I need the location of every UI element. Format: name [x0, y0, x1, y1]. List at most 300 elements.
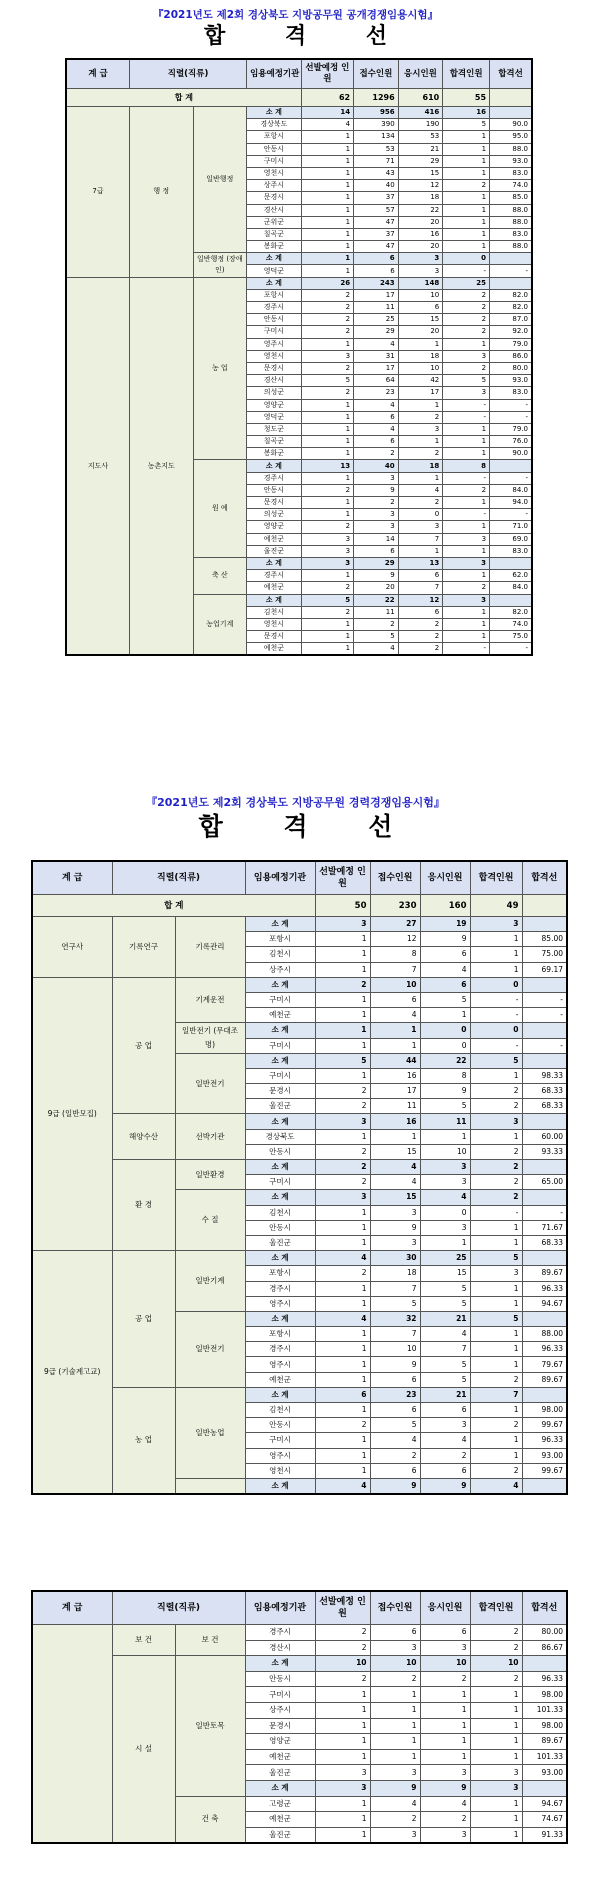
- agency-cell: 영양군: [247, 399, 302, 411]
- cutoff-cell: 74.0: [490, 180, 532, 192]
- agency-cell: 안동시: [247, 314, 302, 326]
- passed-cell: 1: [443, 155, 490, 167]
- attended-cell: 18: [398, 192, 443, 204]
- cutoff-cell: 98.00: [522, 1687, 567, 1703]
- applied-cell: 53: [354, 143, 399, 155]
- total-applied: 230: [370, 895, 420, 917]
- subtotal-row: [32, 917, 567, 932]
- subtitle: 『2021년도 제2회 경상북도 지방공무원 공개경쟁임용시험』: [152, 9, 439, 21]
- planned-cell: 1: [301, 436, 353, 448]
- attended-cell: 2: [398, 618, 443, 630]
- passed-cell: -: [443, 399, 490, 411]
- applied-cell: 4: [370, 1796, 420, 1812]
- planned-cell: 1: [315, 1129, 370, 1144]
- cutoff-cell: [522, 1114, 567, 1129]
- cutoff-cell: 94.67: [522, 1296, 567, 1311]
- cutoff-cell: 75.00: [522, 947, 567, 962]
- cutoff-cell: 85.0: [490, 192, 532, 204]
- agency-cell: 김천시: [245, 1403, 315, 1418]
- applied-cell: 2: [354, 448, 399, 460]
- applied-cell: 18: [370, 1266, 420, 1281]
- header-cell: 선발예정 인 원: [315, 1591, 370, 1625]
- attended-cell: 1: [420, 1129, 470, 1144]
- agency-cell: 의성군: [247, 509, 302, 521]
- cutoff-cell: [490, 277, 532, 289]
- attended-cell: 4: [398, 484, 443, 496]
- applied-cell: 31: [354, 350, 399, 362]
- applied-cell: 3: [354, 521, 399, 533]
- applied-cell: 9: [370, 1220, 420, 1235]
- group-cell: 지도사: [66, 277, 130, 655]
- passed-cell: 3: [443, 557, 490, 569]
- subtotal-row: [32, 1251, 567, 1266]
- attended-cell: 0: [420, 1023, 470, 1038]
- attended-cell: 2: [398, 448, 443, 460]
- planned-cell: 1: [315, 1749, 370, 1765]
- passed-cell: 1: [443, 167, 490, 179]
- applied-cell: 11: [370, 1099, 420, 1114]
- group-cell: 행 정: [130, 107, 194, 278]
- planned-cell: 1: [301, 192, 353, 204]
- planned-cell: 1: [301, 143, 353, 155]
- applied-cell: 4: [370, 1008, 420, 1023]
- agency-cell: 문경시: [247, 497, 302, 509]
- cutoff-cell: 88.0: [490, 216, 532, 228]
- planned-cell: 1: [301, 570, 353, 582]
- passed-cell: 3: [443, 533, 490, 545]
- agency-cell: 영덕군: [247, 411, 302, 423]
- applied-cell: 43: [354, 167, 399, 179]
- agency-cell: 경주시: [247, 302, 302, 314]
- attended-cell: 6: [398, 570, 443, 582]
- attended-cell: 3: [420, 1160, 470, 1175]
- page-title: 합 격 선: [203, 24, 414, 49]
- attended-cell: 20: [398, 326, 443, 338]
- agency-cell: 군위군: [247, 216, 302, 228]
- cutoff-cell: 89.67: [522, 1734, 567, 1750]
- planned-cell: 1: [301, 180, 353, 192]
- header-cell: 임용예정기관: [245, 861, 315, 895]
- planned-cell: 1: [315, 1403, 370, 1418]
- passed-cell: 2: [443, 289, 490, 301]
- planned-cell: 2: [315, 977, 370, 992]
- attended-cell: 15: [420, 1266, 470, 1281]
- passed-cell: 3: [470, 1114, 522, 1129]
- passed-cell: 3: [470, 1765, 522, 1781]
- agency-cell: 경주시: [247, 570, 302, 582]
- applied-cell: 37: [354, 228, 399, 240]
- header-cell: 응시인원: [420, 1591, 470, 1625]
- agency-cell: 소 계: [245, 1311, 315, 1326]
- planned-cell: 3: [301, 557, 353, 569]
- page-title: 합 격 선: [198, 812, 419, 841]
- passed-cell: 1: [443, 338, 490, 350]
- agency-cell: 예천군: [245, 1812, 315, 1828]
- passed-cell: 3: [443, 387, 490, 399]
- passed-cell: 1: [470, 1357, 522, 1372]
- applied-cell: 47: [354, 241, 399, 253]
- passed-cell: 2: [470, 1160, 522, 1175]
- cutoff-cell: -: [490, 265, 532, 277]
- passed-cell: 3: [443, 350, 490, 362]
- attended-cell: 1: [420, 1008, 470, 1023]
- header-cell: 합격선: [522, 861, 567, 895]
- attended-cell: 15: [398, 167, 443, 179]
- cutoff-cell: 69.17: [522, 962, 567, 977]
- agency-cell: 소 계: [247, 460, 302, 472]
- applied-cell: 9: [354, 570, 399, 582]
- applied-cell: 71: [354, 155, 399, 167]
- passed-cell: 3: [470, 917, 522, 932]
- applied-cell: 44: [370, 1053, 420, 1068]
- cutoff-cell: 93.33: [522, 1144, 567, 1159]
- cutoff-cell: [522, 1780, 567, 1796]
- attended-cell: 12: [398, 594, 443, 606]
- planned-cell: 1: [315, 1796, 370, 1812]
- attended-cell: 6: [420, 1403, 470, 1418]
- attended-cell: 1: [420, 1687, 470, 1703]
- applied-cell: 4: [370, 1160, 420, 1175]
- planned-cell: 1: [301, 411, 353, 423]
- passed-cell: 1: [470, 1129, 522, 1144]
- attended-cell: 2: [420, 1812, 470, 1828]
- subtotal-row: [66, 107, 532, 119]
- passed-cell: 1: [470, 1327, 522, 1342]
- planned-cell: 2: [301, 521, 353, 533]
- planned-cell: 2: [301, 302, 353, 314]
- passed-cell: 1: [443, 131, 490, 143]
- applied-cell: 2: [354, 497, 399, 509]
- applied-cell: 22: [354, 594, 399, 606]
- applied-cell: 40: [354, 460, 399, 472]
- applied-cell: 3: [354, 472, 399, 484]
- cutoff-cell: 91.33: [522, 1827, 567, 1843]
- applied-cell: 29: [354, 326, 399, 338]
- applied-cell: 7: [370, 1281, 420, 1296]
- agency-cell: 울진군: [245, 1765, 315, 1781]
- applied-cell: 32: [370, 1311, 420, 1326]
- agency-cell: 경주시: [247, 472, 302, 484]
- agency-cell: 소 계: [245, 917, 315, 932]
- subtotal-row: [32, 977, 567, 992]
- passed-cell: 0: [470, 1023, 522, 1038]
- attended-cell: 2: [398, 631, 443, 643]
- applied-cell: 12: [370, 932, 420, 947]
- agency-cell: 안동시: [245, 1418, 315, 1433]
- cutoff-cell: 80.0: [490, 362, 532, 374]
- cutoff-cell: 85.00: [522, 932, 567, 947]
- passed-cell: 3: [470, 1266, 522, 1281]
- agency-cell: 포항시: [245, 1327, 315, 1342]
- cutoff-cell: 74.0: [490, 618, 532, 630]
- group-cell: 선박기관: [175, 1114, 245, 1160]
- planned-cell: 1: [315, 1372, 370, 1387]
- passed-cell: 0: [443, 253, 490, 265]
- total-row: [32, 895, 567, 917]
- group-cell: 해양수산: [112, 1114, 175, 1160]
- agency-cell: 김천시: [245, 1205, 315, 1220]
- agency-cell: 소 계: [245, 1251, 315, 1266]
- planned-cell: 26: [301, 277, 353, 289]
- attended-cell: 0: [398, 509, 443, 521]
- applied-cell: 390: [354, 119, 399, 131]
- group-cell: 시 설: [112, 1656, 175, 1844]
- planned-cell: 2: [315, 1266, 370, 1281]
- passed-cell: 1: [443, 631, 490, 643]
- agency-cell: 영천시: [247, 167, 302, 179]
- passed-cell: 2: [470, 1175, 522, 1190]
- passed-cell: 8: [443, 460, 490, 472]
- applied-cell: 25: [354, 314, 399, 326]
- passed-cell: 1: [443, 216, 490, 228]
- passed-cell: -: [470, 1205, 522, 1220]
- header-cell: 접수인원: [370, 861, 420, 895]
- planned-cell: 1: [301, 216, 353, 228]
- attended-cell: 21: [420, 1387, 470, 1402]
- applied-cell: 6: [370, 992, 420, 1007]
- planned-cell: 2: [315, 1671, 370, 1687]
- planned-cell: 3: [315, 1114, 370, 1129]
- attended-cell: 15: [398, 314, 443, 326]
- applied-cell: 6: [354, 411, 399, 423]
- passed-cell: 1: [470, 1068, 522, 1083]
- planned-cell: 2: [315, 1144, 370, 1159]
- planned-cell: 5: [315, 1053, 370, 1068]
- agency-cell: 경주시: [245, 1342, 315, 1357]
- passed-cell: 2: [443, 180, 490, 192]
- agency-cell: 구미시: [247, 155, 302, 167]
- group-cell: 보 건: [175, 1625, 245, 1656]
- applied-cell: 16: [370, 1068, 420, 1083]
- applied-cell: 6: [370, 1625, 420, 1641]
- planned-cell: 1: [301, 618, 353, 630]
- passed-cell: 2: [470, 1084, 522, 1099]
- applied-cell: 1: [370, 1718, 420, 1734]
- agency-cell: 경산시: [247, 375, 302, 387]
- header-cell: 계 급: [32, 1591, 112, 1625]
- applied-cell: 1: [370, 1749, 420, 1765]
- planned-cell: 2: [315, 1625, 370, 1641]
- applied-cell: 956: [354, 107, 399, 119]
- planned-cell: 1: [315, 1235, 370, 1250]
- attended-cell: 1: [420, 1718, 470, 1734]
- agency-cell: 울진군: [245, 1235, 315, 1250]
- cutoff-cell: 65.00: [522, 1175, 567, 1190]
- attended-cell: 8: [420, 1068, 470, 1083]
- group-cell: 보 건: [112, 1625, 175, 1656]
- planned-cell: 2: [315, 1640, 370, 1656]
- cutoff-cell: 62.0: [490, 570, 532, 582]
- passed-cell: 1: [470, 947, 522, 962]
- attended-cell: 190: [398, 119, 443, 131]
- header-row: [32, 861, 567, 895]
- attended-cell: 10: [420, 1144, 470, 1159]
- passed-cell: 2: [470, 1418, 522, 1433]
- cutoff-cell: [522, 1656, 567, 1672]
- group-cell: 농 업: [193, 277, 247, 460]
- group-cell: [32, 1625, 112, 1844]
- passed-cell: 1: [443, 606, 490, 618]
- attended-cell: 21: [398, 143, 443, 155]
- planned-cell: 1: [315, 1205, 370, 1220]
- cutoff-cell: -: [490, 643, 532, 656]
- attended-cell: 148: [398, 277, 443, 289]
- passed-cell: -: [470, 992, 522, 1007]
- applied-cell: 6: [354, 545, 399, 557]
- applied-cell: 6: [354, 436, 399, 448]
- applied-cell: 6: [370, 1372, 420, 1387]
- attended-cell: 6: [420, 947, 470, 962]
- passed-cell: 1: [470, 932, 522, 947]
- cutoff-cell: 79.0: [490, 338, 532, 350]
- planned-cell: 1: [315, 1827, 370, 1843]
- applied-cell: 243: [354, 277, 399, 289]
- planned-cell: 1: [315, 1734, 370, 1750]
- planned-cell: 3: [315, 1190, 370, 1205]
- applied-cell: 1: [370, 1734, 420, 1750]
- passed-cell: 1: [470, 1687, 522, 1703]
- passed-cell: 16: [443, 107, 490, 119]
- planned-cell: 1: [315, 947, 370, 962]
- group-cell: 수 질: [175, 1190, 245, 1251]
- passed-cell: 1: [470, 1235, 522, 1250]
- passed-cell: 2: [470, 1640, 522, 1656]
- group-cell: 건 축: [175, 1796, 245, 1843]
- planned-cell: 1: [301, 167, 353, 179]
- cutoff-cell: [522, 1160, 567, 1175]
- passed-cell: -: [443, 643, 490, 656]
- planned-cell: 3: [315, 917, 370, 932]
- result-table: [31, 860, 568, 1495]
- planned-cell: 1: [301, 204, 353, 216]
- applied-cell: 17: [354, 289, 399, 301]
- cutoff-cell: 101.33: [522, 1702, 567, 1718]
- agency-cell: 소 계: [245, 1656, 315, 1672]
- cutoff-cell: 87.0: [490, 314, 532, 326]
- passed-cell: 2: [470, 1671, 522, 1687]
- cutoff-cell: 88.0: [490, 204, 532, 216]
- attended-cell: 4: [420, 1190, 470, 1205]
- cutoff-cell: [522, 1251, 567, 1266]
- passed-cell: 1: [470, 1718, 522, 1734]
- header-cell: 직렬(직류): [112, 1591, 245, 1625]
- planned-cell: 4: [301, 119, 353, 131]
- passed-cell: 1: [470, 1281, 522, 1296]
- passed-cell: 25: [443, 277, 490, 289]
- passed-cell: 1: [443, 204, 490, 216]
- group-cell: [175, 1478, 245, 1494]
- agency-cell: 구미시: [245, 1433, 315, 1448]
- agency-cell: 영천시: [245, 1463, 315, 1478]
- attended-cell: 1: [398, 436, 443, 448]
- passed-cell: 2: [470, 1190, 522, 1205]
- attended-cell: 4: [420, 962, 470, 977]
- attended-cell: 3: [420, 1640, 470, 1656]
- passed-cell: 1: [470, 1702, 522, 1718]
- planned-cell: 6: [315, 1387, 370, 1402]
- planned-cell: 1: [315, 1433, 370, 1448]
- header-cell: 임용예정기관: [245, 1591, 315, 1625]
- applied-cell: 1: [370, 1038, 420, 1053]
- passed-cell: -: [443, 265, 490, 277]
- attended-cell: 5: [420, 1281, 470, 1296]
- passed-cell: 2: [470, 1625, 522, 1641]
- cutoff-cell: [490, 460, 532, 472]
- cutoff-cell: 84.0: [490, 582, 532, 594]
- cutoff-cell: [522, 1190, 567, 1205]
- planned-cell: 1: [301, 399, 353, 411]
- attended-cell: 3: [420, 1220, 470, 1235]
- attended-cell: 10: [398, 289, 443, 301]
- agency-cell: 문경시: [247, 631, 302, 643]
- attended-cell: 53: [398, 131, 443, 143]
- header-cell: 계 급: [66, 59, 130, 89]
- cutoff-cell: [490, 557, 532, 569]
- applied-cell: 29: [354, 557, 399, 569]
- header-cell: 응시인원: [398, 59, 443, 89]
- agency-cell: 고령군: [245, 1796, 315, 1812]
- applied-cell: 47: [354, 216, 399, 228]
- subtotal-row: [32, 1387, 567, 1402]
- cutoff-cell: 96.33: [522, 1671, 567, 1687]
- passed-cell: -: [443, 509, 490, 521]
- cutoff-cell: -: [522, 1008, 567, 1023]
- applied-cell: 23: [370, 1387, 420, 1402]
- header-cell: 임용예정기관: [247, 59, 302, 89]
- cutoff-cell: 79.67: [522, 1357, 567, 1372]
- agency-cell: 포항시: [245, 932, 315, 947]
- cutoff-cell: 98.00: [522, 1403, 567, 1418]
- attended-cell: 25: [420, 1251, 470, 1266]
- group-cell: 일반기계: [175, 1251, 245, 1312]
- group-cell: 일반토목: [175, 1656, 245, 1796]
- passed-cell: 0: [470, 977, 522, 992]
- header-cell: 접수인원: [370, 1591, 420, 1625]
- agency-cell: 경주시: [245, 1281, 315, 1296]
- attended-cell: 7: [398, 533, 443, 545]
- cutoff-cell: 80.00: [522, 1625, 567, 1641]
- attended-cell: 5: [420, 1296, 470, 1311]
- agency-cell: 영양군: [247, 521, 302, 533]
- passed-cell: 5: [443, 119, 490, 131]
- agency-cell: 소 계: [245, 1160, 315, 1175]
- passed-cell: 1: [443, 436, 490, 448]
- agency-cell: 영양군: [245, 1734, 315, 1750]
- applied-cell: 57: [354, 204, 399, 216]
- group-cell: 기계운전: [175, 977, 245, 1023]
- header-cell: 합격인원: [443, 59, 490, 89]
- agency-cell: 소 계: [247, 594, 302, 606]
- applied-cell: 64: [354, 375, 399, 387]
- passed-cell: 1: [470, 1220, 522, 1235]
- agency-cell: 소 계: [245, 1190, 315, 1205]
- passed-cell: 2: [443, 302, 490, 314]
- agency-cell: 소 계: [245, 1023, 315, 1038]
- applied-cell: 17: [370, 1084, 420, 1099]
- attended-cell: 4: [420, 1796, 470, 1812]
- applied-cell: 17: [354, 362, 399, 374]
- cutoff-cell: 84.0: [490, 484, 532, 496]
- agency-cell: 포항시: [245, 1266, 315, 1281]
- cutoff-cell: 93.00: [522, 1448, 567, 1463]
- agency-cell: 상주시: [245, 962, 315, 977]
- applied-cell: 40: [354, 180, 399, 192]
- passed-cell: 1: [470, 1342, 522, 1357]
- applied-cell: 23: [354, 387, 399, 399]
- agency-cell: 봉화군: [247, 448, 302, 460]
- applied-cell: 9: [370, 1357, 420, 1372]
- applied-cell: 6: [354, 253, 399, 265]
